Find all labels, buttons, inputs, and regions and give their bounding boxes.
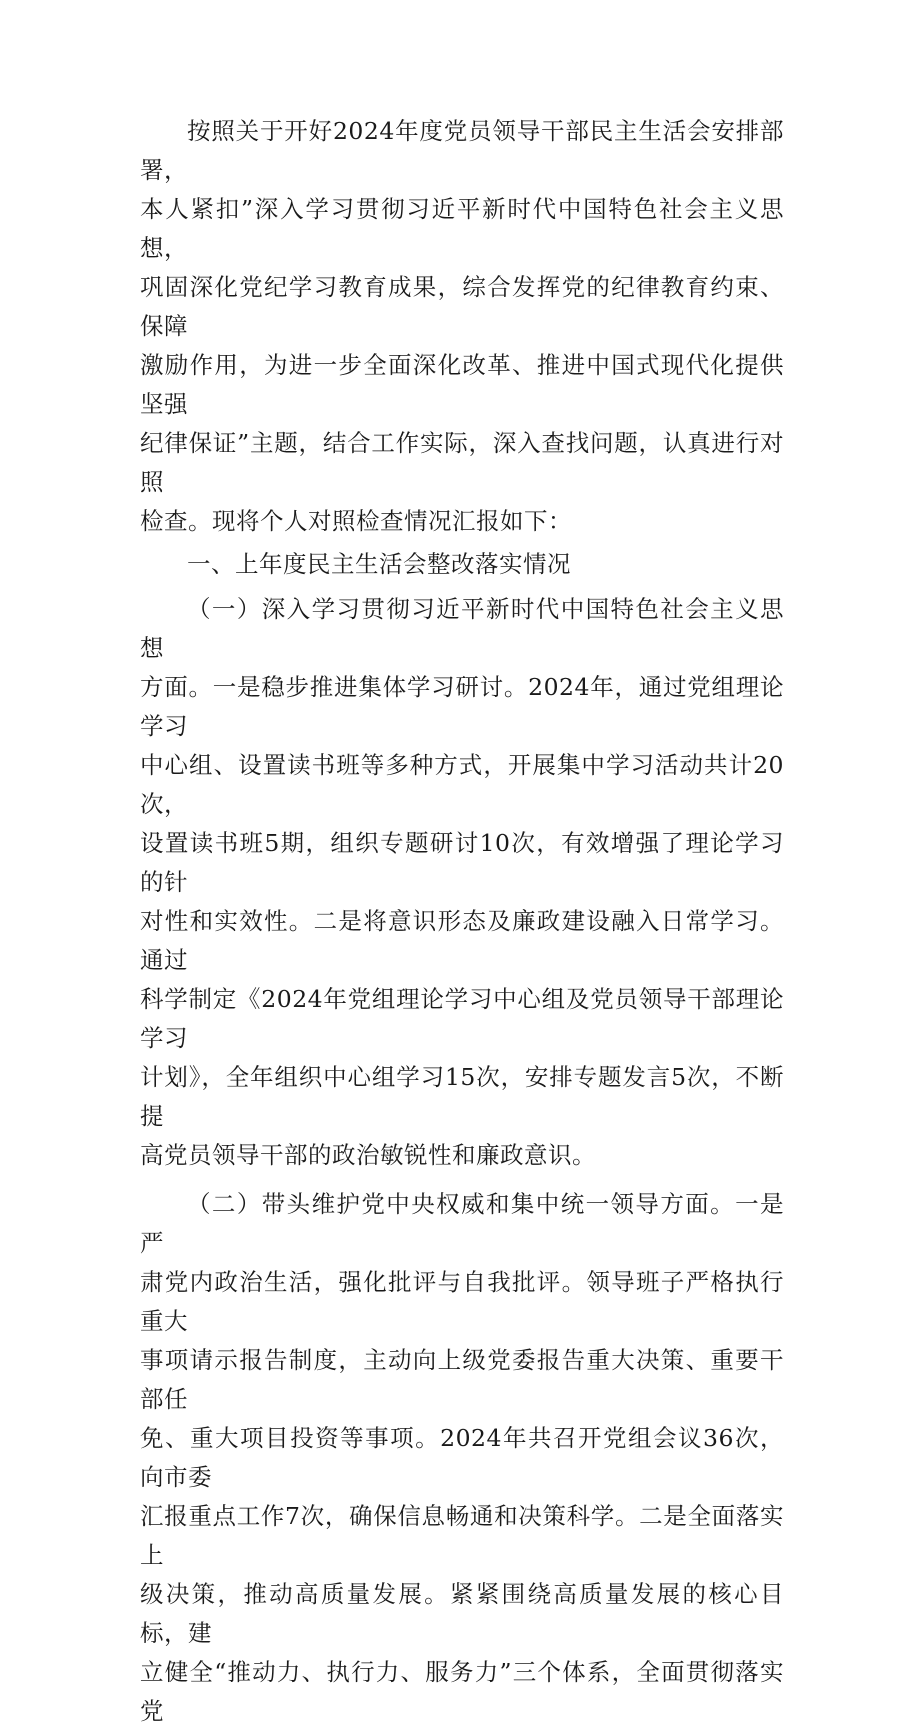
document-body [140,112,784,1731]
subsection-paragraph-1: （一）深入学习贯彻习近平新时代中国特色社会主义思想 方面。一是稳步推进集体学习研讨。2024年，通过党组理论学习 中心组、设置读书班等多种方式，开展集中学习活动共计20次， 设置读书班5期，组织专题研讨10次，有效增强了理论学习的针 对性和实效性。二是将意识形态及廉政建设融入日常学习。通过 科学制定《2024年党组理论学习中心组及党员领导干部理论学习 计划》，全年组织中心组学习15次，安排专题发言5次，不断提 高党员领导干部的政治敏锐性和廉政意识。 [140,595,784,1169]
intro-paragraph: 按照关于开好2024年度党员领导干部民主生活会安排部署， 本人紧扣”深入学习贯彻习近平新时代中国特色社会主义思想， 巩固深化党纪学习教育成果，综合发挥党的纪律教育约束、保障 激励作用，为进一步全面深化改革、推进中国式现代化提供坚强 纪律保证”主题，结合工作实际，深入查找问题，认真进行对照 检查。现将个人对照检查情况汇报如下： [140,117,784,535]
section-heading-1: 一、上年度民主生活会整改落实情况 [187,550,571,578]
subsection-paragraph-2: （二）带头维护党中央权威和集中统一领导方面。一是严 肃党内政治生活，强化批评与自我批评。领导班子严格执行重大 事项请示报告制度，主动向上级党委报告重大决策、重要干部任 免、重大项目投资等事项。2024年共召开党组会议36次，向市委 汇报重点工作7次，确保信息畅通和决策科学。二是全面落实上 级决策，推动高质量发展。紧紧围绕高质量发展的核心目标，建 立健全“推动力、执行力、服务力”三个体系，全面贯彻落实党 [140,1190,784,1725]
